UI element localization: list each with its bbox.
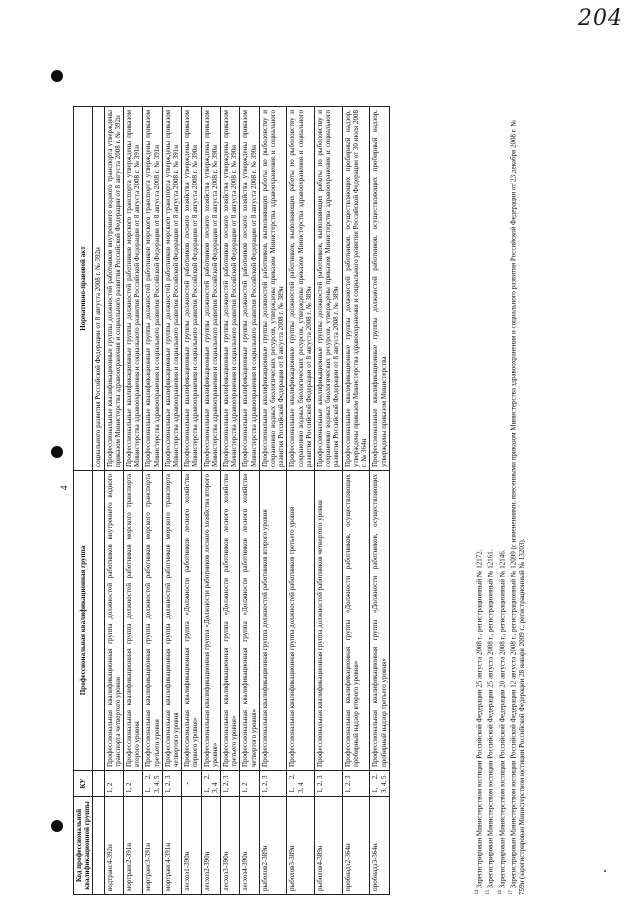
cell-group: Профессиональная квалификационная группа «Должности работников лесного хозяйства второго уровня»: [201, 471, 220, 771]
footnote-number: 14: [475, 890, 480, 895]
scan-speck: [604, 870, 606, 872]
qualification-groups-table: [73, 106, 390, 895]
cell-act: Профессиональные квалификационные группы должностей работников лесного хозяйства утверждены приказом Министерства здравоохранения и социального развития Российской Федерации от 8 августа 2008 г. № 390н: [201, 107, 220, 471]
cell-code: пробнадз2-364н: [342, 797, 370, 895]
cell-ku: 1, 2, 3, 4: [201, 771, 220, 797]
table-row: [240, 107, 259, 895]
cell-code: водтранс4-392н: [104, 797, 123, 895]
cell-ku: 1, 2, 3: [259, 771, 287, 797]
table-row: [370, 107, 389, 895]
table-row: [287, 107, 315, 895]
cell-group: Профессиональная квалификационная группа должностей работников морского транспорта третьего уровня: [143, 471, 162, 771]
table-row: [143, 107, 162, 895]
punch-hole: [51, 820, 63, 832]
cell-code: рыболов2-389н: [259, 797, 287, 895]
footnote-text: Зарегистрирован Министерством юстиции Российской Федерации 25 августа 2008 г., регистрационный № 12161.: [486, 549, 495, 889]
table-row: [259, 107, 287, 895]
cell-group: Профессиональная квалификационная группа «Должности работников лесного хозяйства третьего уровня»: [221, 471, 240, 771]
punch-hole: [51, 70, 63, 82]
cell-ku: 1, 2: [240, 771, 259, 797]
cell-ku: 1, 2, 3, 4, 5: [370, 771, 389, 797]
cell-code: лесхоз4-390н: [240, 797, 259, 895]
footnote: [507, 105, 527, 895]
cell-ku: 1, 2: [104, 771, 123, 797]
footnote-text: Зарегистрирован Министерством юстиции Российской Федерации 12 августа 2008 г., регистрационный № 12099 (с изменениями, внесенными приказом Министерства здравоохранения и социального развития Российской Федерации от 23 декабря 2008 г. № 759н (зарегистрирован Министерством юстиции Российской Федерации 28 января 2009 г., регистрационный № 13203).: [509, 119, 527, 895]
footnote-text: Зарегистрирован Министерством юстиции Российской Федерации 25 августа 2008 г., регистрационный № 12172.: [475, 549, 484, 889]
cell-ku: -: [182, 771, 201, 797]
cell-act: Профессиональные квалификационные группы должностей работников, выполняющих работы по рыболовству и сохранению водных биологических ресурсов, утверждены приказом Министерства здравоохранения и социального развития Российской Федерации от 8 августа 2008 г. № 389н: [259, 107, 287, 471]
cell-act: Профессиональные квалификационные группы должностей работников морского транспорта утверждены приказом Министерства здравоохранения и социального развития Российской Федерации от 8 августа 2008 г. № 391н: [162, 107, 181, 471]
cell-ku: 1, 2: [124, 771, 143, 797]
cell-act: социального развития Российской Федерации от 8 августа 2008 г. № 392н: [93, 107, 104, 471]
page-number: 4: [59, 485, 69, 490]
cell-group: Профессиональная квалификационная группа должностей работников четвертого уровня: [315, 471, 343, 771]
cell-group: Профессиональная квалификационная группа «Должности работников, осуществляющих пробирный надзор второго уровня»: [342, 471, 370, 771]
cell-act: Профессиональные квалификационные группы должностей работников лесного хозяйства утверждены приказом Министерства здравоохранения и социального развития Российской Федерации от 8 августа 2008 г. № 390н: [240, 107, 259, 471]
cell-group: [93, 471, 104, 771]
cell-group: Профессиональная квалификационная группа должностей работников второго уровня: [259, 471, 287, 771]
cell-group: Профессиональная квалификационная группа «Должности работников лесного хозяйства четвертого уровня»: [240, 471, 259, 771]
cell-code: мортранс3-391н: [143, 797, 162, 895]
cell-act: Профессиональные квалификационные группы должностей работников, выполняющих работы по рыболовству и сохранению водных биологических ресурсов, утверждены приказом Министерства здравоохранения и социального развития Российской Федерации от 8 августа 2008 г. № 389н: [315, 107, 343, 471]
handwritten-page-number: 204: [578, 6, 623, 31]
table-row: [201, 107, 220, 895]
cell-act: Профессиональные квалификационные группы должностей работников, осуществляющих пробирный надзор, утверждены приказом Министерства: [370, 107, 389, 471]
cell-act: Профессиональные квалификационные группы должностей работников лесного хозяйства утверждены приказом Министерства здравоохранения и социального развития Российской Федерации от 8 августа 2008 г. № 390н: [221, 107, 240, 471]
footnote-text: Зарегистрирован Министерством юстиции Российской Федерации 20 августа 2008 г., регистрационный № 12146.: [497, 549, 506, 889]
cell-ku: 1, 2, 3: [221, 771, 240, 797]
cell-act: Профессиональные квалификационные группы должностей работников, выполняющих работы по рыболовству и сохранению водных биологических ресурсов, утверждены приказом Министерства здравоохранения и социального развития Российской Федерации от 8 августа 2008 г. № 389н: [287, 107, 315, 471]
cell-code: рыболов4-389н: [315, 797, 343, 895]
cell-ku: [93, 771, 104, 797]
cell-ku: 1, 2, 3: [342, 771, 370, 797]
cell-code: мортранс2-391н: [124, 797, 143, 895]
cell-ku: 1, 2, 3, 4, 5: [143, 771, 162, 797]
cell-group: Профессиональная квалификационная группа должностей работников третьего уровня: [287, 471, 315, 771]
rotated-page-content: [59, 65, 529, 895]
footnote-number: 17: [508, 890, 514, 895]
table-row: [315, 107, 343, 895]
cell-group: Профессиональная квалификационная группа должностей работников внутреннего водного транспорта четвертого уровня: [104, 471, 123, 771]
cell-act: Профессиональные квалификационные группы должностей работников, осуществляющих пробирный надзор, утверждены приказом Министерства здравоохранения и социального развития Российской Федерации от 30 июля 2008 г. № 364н: [342, 107, 370, 471]
cell-code: лесхоз2-390н: [201, 797, 220, 895]
cell-code: мортранс4-391н: [162, 797, 181, 895]
header-ku: КУ: [74, 771, 93, 797]
cell-group: Профессиональная квалификационная группа «Должности работников лесного хозяйства первого уровня»: [182, 471, 201, 771]
cell-code: рыболов3-389н: [287, 797, 315, 895]
header-code: Код профессиональной квалификационной группы: [74, 797, 93, 895]
cell-code: лесхоз1-390н: [182, 797, 201, 895]
table-row: [221, 107, 240, 895]
cell-code: [93, 797, 104, 895]
cell-ku: 1, 2, 3: [162, 771, 181, 797]
cell-ku: 1, 2, 3: [315, 771, 343, 797]
cell-group: Профессиональная квалификационная группа должностей работников морского транспорта четвертого уровня: [162, 471, 181, 771]
header-act: Нормативно-правовой акт: [74, 107, 93, 471]
table-header-row: [74, 107, 93, 895]
cell-code: пробнадз3-364н: [370, 797, 389, 895]
table-row: [104, 107, 123, 895]
footnote: [473, 105, 484, 895]
cell-act: Профессиональные квалификационные группы должностей работников лесного хозяйства утверждены приказом Министерства здравоохранения и социального развития Российской Федерации от 8 августа 2008 г. № 390н: [182, 107, 201, 471]
table-row: [182, 107, 201, 895]
table-row: [93, 107, 104, 895]
footnote: [496, 105, 507, 895]
footnote: [484, 105, 495, 895]
cell-ku: 1, 2, 3, 4: [287, 771, 315, 797]
footnotes: [473, 105, 527, 895]
table-row: [124, 107, 143, 895]
cell-code: лесхоз3-390н: [221, 797, 240, 895]
punch-hole: [51, 446, 63, 458]
cell-act: Профессиональные квалификационные группы должностей работников внутреннего водного транспорта утверждены приказом Министерства здравоохранения и социального развития Российской Федерации от 8 августа 2008 г. № 392н: [104, 107, 123, 471]
header-group: Профессиональная квалификационная группа: [74, 471, 93, 771]
cell-act: Профессиональные квалификационные группы должностей работников морского транспорта утверждены приказом Министерства здравоохранения и социального развития Российской Федерации от 8 августа 2008 г. № 391н: [143, 107, 162, 471]
footnote-number: 15: [486, 890, 492, 895]
table-row: [162, 107, 181, 895]
cell-group: Профессиональная квалификационная группа «Должности работников, осуществляющих пробирный надзор третьего уровня»: [370, 471, 389, 771]
footnote-number: 16: [497, 890, 503, 895]
cell-group: Профессиональная квалификационная группа должностей работников морского транспорта второго уровня: [124, 471, 143, 771]
cell-act: Профессиональные квалификационные группы должностей работников морского транспорта утверждены приказом Министерства здравоохранения и социального развития Российской Федерации от 8 августа 2008 г. № 391н: [124, 107, 143, 471]
table-row: [342, 107, 370, 895]
